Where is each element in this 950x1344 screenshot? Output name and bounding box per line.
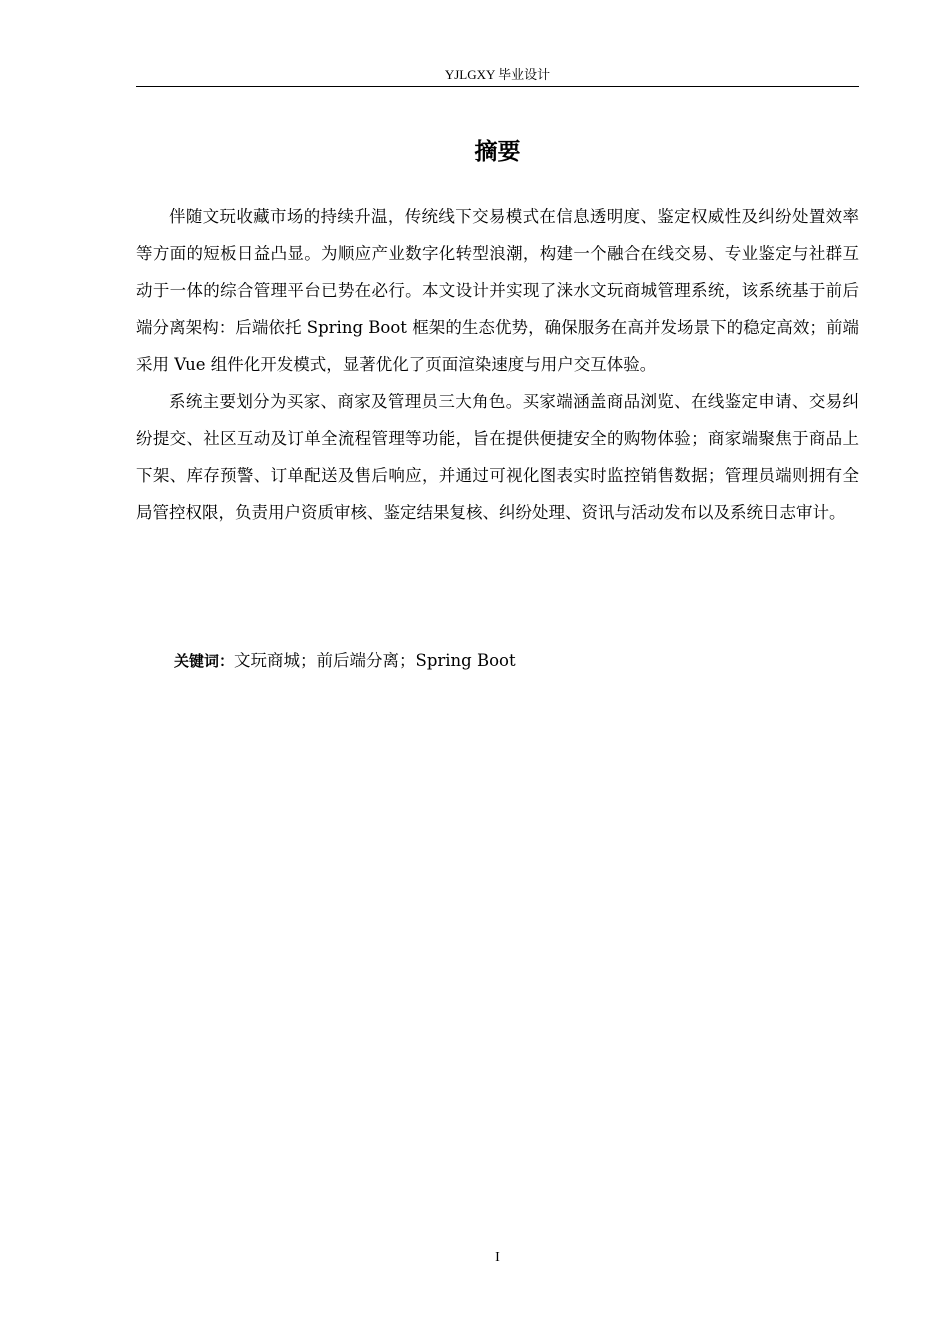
- page-header: [136, 66, 859, 87]
- page-number: I: [495, 1250, 500, 1265]
- abstract-title: 摘要: [474, 138, 521, 165]
- abstract-paragraph-1: 伴随文玩收藏市场的持续升温，传统线下交易模式在信息透明度、鉴定权威性及纠纷处置效率等方面的短板日益凸显。为顺应产业数字化转型浪潮，构建一个融合在线交易、专业鉴定与社群互动于一体的综合管理平台已势在必行。本文设计并实现了涞水文玩商城管理系统，该系统基于前后端分离架构：后端依托 Spring Boot 框架的生态优势，确保服务在高并发场景下的稳定高效；前端采用 Vue 组件化开发模式，显著优化了页面渲染速度与用户交互体验。: [136, 207, 859, 374]
- abstract-body: [136, 198, 859, 531]
- keywords-label: 关键词：: [174, 652, 235, 670]
- header-text: YJLGXY 毕业设计: [444, 67, 551, 82]
- abstract-paragraph-2: 系统主要划分为买家、商家及管理员三大角色。买家端涵盖商品浏览、在线鉴定申请、交易纠纷提交、社区互动及订单全流程管理等功能，旨在提供便捷安全的购物体验；商家端聚焦于商品上下架、库存预警、订单配送及售后响应，并通过可视化图表实时监控销售数据；管理员端则拥有全局管控权限，负责用户资质审核、鉴定结果复核、纠纷处理、资讯与活动发布以及系统日志审计。: [136, 392, 859, 522]
- keywords-value: 文玩商城；前后端分离；Spring Boot: [234, 651, 516, 670]
- keywords-line: [174, 642, 854, 680]
